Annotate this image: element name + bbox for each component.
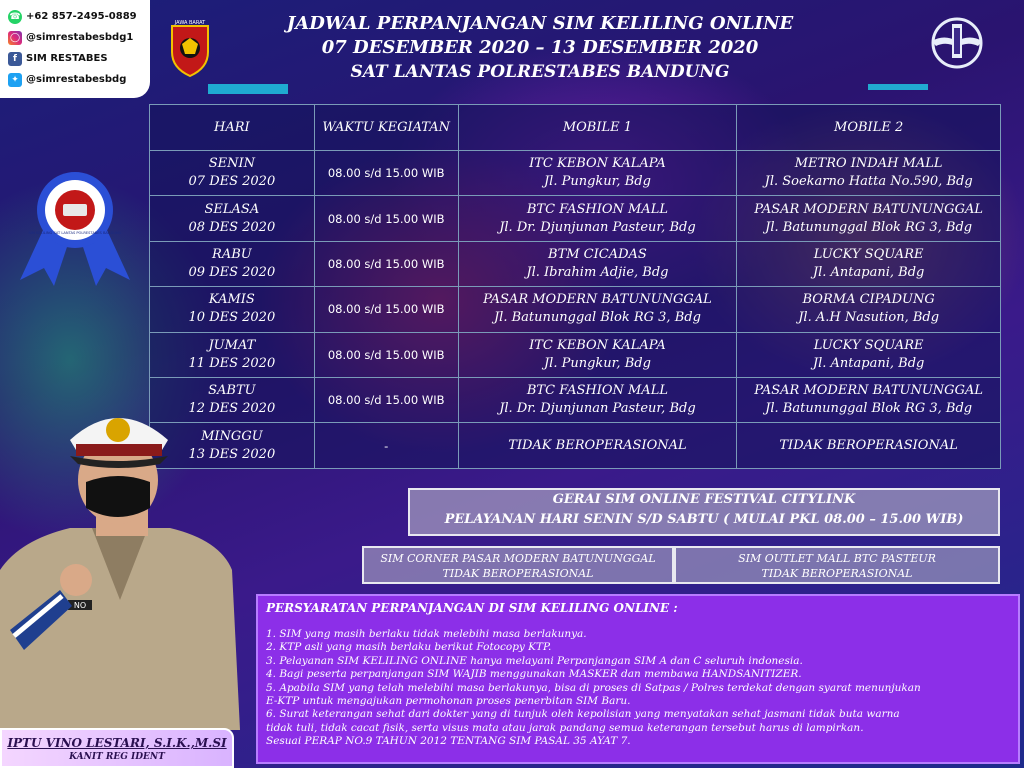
cell-time: 08.00 s/d 15.00 WIB [314, 196, 458, 241]
table-header-row [150, 105, 1001, 151]
sim-outlet-box [674, 546, 1000, 584]
cell-mobile-2 [737, 151, 1001, 196]
location-name: METRO INDAH MALL [794, 156, 943, 172]
badge-text: NO [73, 601, 87, 610]
sim-outlet-status: TIDAK BEROPERASIONAL [761, 567, 913, 580]
facebook-icon: f [8, 52, 22, 66]
table-row [150, 332, 1001, 377]
requirement-item: 4. Bagi peserta perpanjangan SIM WAJIB menggunakan MASKER dan membawa HANDSANITIZER. [266, 668, 802, 681]
location-address: Jl. Soekarno Hatta No.590, Bdg [764, 174, 973, 190]
location-address: Jl. Pungkur, Bdg [543, 355, 651, 371]
contact-instagram [8, 27, 142, 48]
cell-mobile-2 [737, 241, 1001, 286]
day-date: 09 DES 2020 [188, 264, 276, 280]
decor-bar [868, 84, 928, 90]
contact-facebook [8, 48, 142, 69]
header-unit: SAT LANTAS POLRESTABES BANDUNG [350, 62, 730, 82]
location-address: Jl. Dr. Djunjunan Pasteur, Bdg [499, 401, 696, 417]
requirement-item: 2. KTP asli yang masih berlaku berikut Fotocopy KTP. [266, 641, 552, 654]
requirement-item: 5. Apabila SIM yang telah melebihi masa berlakunya, bisa di proses di Satpas / Polres terdekat dengan syarat menunjukan [266, 681, 921, 694]
gerai-sim-box [408, 488, 1000, 536]
location-address: Jl. A.H Nasution, Bdg [798, 310, 940, 326]
cell-time: 08.00 s/d 15.00 WIB [314, 377, 458, 422]
requirement-item: 3. Pelayanan SIM KELILING ONLINE hanya melayani Perpanjangan SIM A dan C seluruh indonesia. [266, 654, 803, 667]
requirements-box [256, 594, 1020, 764]
cell-mobile-2 [737, 332, 1001, 377]
day-date: 08 DES 2020 [188, 219, 276, 235]
page-header [260, 12, 820, 84]
location-address: Jl. Antapani, Bdg [812, 355, 925, 371]
instagram-icon: ◯ [9, 32, 21, 43]
location-address: Jl. Antapani, Bdg [812, 264, 925, 280]
requirement-item: E-KTP untuk mengajukan permohonan proses penerbitan SIM Baru. [266, 695, 631, 708]
header-mobile-1: MOBILE 1 [458, 105, 737, 151]
location-name: PASAR MODERN BATUNUNGGAL [483, 292, 712, 308]
location-address: Jl. Dr. Djunjunan Pasteur, Bdg [499, 219, 696, 235]
officer-title: KANIT REG IDENT [69, 752, 165, 762]
cell-day [150, 151, 315, 196]
day-date: 11 DES 2020 [188, 355, 276, 371]
instagram-text: @simrestabesbdg1 [26, 32, 134, 43]
cell-mobile-1 [458, 377, 737, 422]
day-name: JUMAT [208, 337, 256, 353]
cell-mobile-2 [737, 377, 1001, 422]
header-mobile-2: MOBILE 2 [737, 105, 1001, 151]
location-address: Jl. Batununggal Blok RG 3, Bdg [765, 219, 973, 235]
requirement-item: 6. Surat keterangan sehat dari dokter yang di tunjuk oleh kepolisian yang menyatakan sehat jasmani tidak buta warna [266, 708, 900, 721]
requirement-item: Sesuai PERAP NO.9 TAHUN 2012 TENTANG SIM PASAL 35 AYAT 7. [266, 735, 631, 748]
cell-time: 08.00 s/d 15.00 WIB [314, 241, 458, 286]
location-address: Jl. Batununggal Blok RG 3, Bdg [493, 310, 701, 326]
location-name: ITC KEBON KALAPA [529, 337, 666, 353]
day-date: 13 DES 2020 [188, 446, 276, 462]
day-name: KAMIS [208, 292, 255, 308]
table-row [150, 287, 1001, 332]
location-name: BTM CICADAS [548, 246, 647, 262]
contact-phone [8, 6, 142, 27]
cell-mobile-2 [737, 287, 1001, 332]
day-date: 10 DES 2020 [188, 310, 276, 326]
police-logo-text: JAWA BARAT [174, 20, 206, 26]
cell-day [150, 241, 315, 286]
cell-mobile-1 [458, 287, 737, 332]
cell-mobile-1 [458, 151, 737, 196]
day-date: 12 DES 2020 [188, 401, 276, 417]
cell-day [150, 332, 315, 377]
location-name: BORMA CIPADUNG [802, 292, 935, 308]
sim-outlet-name: SIM OUTLET MALL BTC PASTEUR [738, 552, 936, 565]
location-name: TIDAK BEROPERASIONAL [779, 437, 958, 453]
sim-corner-status: TIDAK BEROPERASIONAL [442, 567, 594, 580]
table-row [150, 241, 1001, 286]
contact-twitter [8, 69, 142, 90]
location-name: BTC FASHION MALL [526, 383, 668, 399]
facebook-text: SIM RESTABES [26, 53, 108, 64]
cell-day [150, 287, 315, 332]
twitter-text: @simrestabesbdg [26, 74, 127, 85]
police-officer-image [0, 400, 240, 730]
gerai-title: GERAI SIM ONLINE FESTIVAL CITYLINK [552, 492, 856, 507]
cell-day [150, 196, 315, 241]
police-logo-icon [168, 18, 212, 78]
traffic-police-emblem-icon [928, 14, 986, 72]
decor-bar [208, 84, 288, 94]
header-hari: HARI [150, 105, 315, 151]
header-title: JADWAL PERPANJANGAN SIM KELILING ONLINE [286, 13, 794, 34]
day-name: MINGGU [201, 428, 263, 444]
location-address: Jl. Pungkur, Bdg [543, 174, 651, 190]
cell-time: 08.00 s/d 15.00 WIB [314, 287, 458, 332]
table-row [150, 423, 1001, 468]
officer-name-plate [0, 728, 234, 768]
table-row [150, 196, 1001, 241]
location-address: Jl. Ibrahim Adjie, Bdg [526, 264, 669, 280]
cell-mobile-1 [458, 196, 737, 241]
table-row [150, 377, 1001, 422]
day-name: SABTU [208, 383, 256, 399]
sim-corner-name: SIM CORNER PASAR MODERN BATUNUNGGAL [380, 552, 656, 565]
day-name: SENIN [208, 156, 256, 172]
sim-corner-box [362, 546, 674, 584]
cell-mobile-2 [737, 196, 1001, 241]
location-name: BTC FASHION MALL [526, 201, 668, 217]
cell-time: 08.00 s/d 15.00 WIB [314, 332, 458, 377]
requirement-item: 1. SIM yang masih berlaku tidak melebihi masa berlakunya. [266, 628, 587, 640]
requirements-title: PERSYARATAN PERPANJANGAN DI SIM KELILING ONLINE : [266, 601, 678, 615]
phone-text: +62 857-2495-0889 [26, 11, 137, 22]
location-name: TIDAK BEROPERASIONAL [508, 437, 687, 453]
cell-time: - [314, 423, 458, 468]
ribbon-text: SIM KELILING SAT LANTAS POLRESTABES BANDUNG [28, 231, 122, 235]
location-name: LUCKY SQUARE [813, 337, 924, 353]
table-row [150, 151, 1001, 196]
location-name: LUCKY SQUARE [813, 246, 924, 262]
cell-mobile-1 [458, 241, 737, 286]
location-name: ITC KEBON KALAPA [529, 156, 666, 172]
header-waktu: WAKTU KEGIATAN [314, 105, 458, 151]
cell-mobile-1 [458, 332, 737, 377]
officer-name: IPTU VINO LESTARI, S.I.K.,M.SI [7, 736, 227, 750]
location-name: PASAR MODERN BATUNUNGGAL [754, 383, 983, 399]
cell-time: 08.00 s/d 15.00 WIB [314, 151, 458, 196]
location-name: PASAR MODERN BATUNUNGGAL [754, 201, 983, 217]
day-name: RABU [212, 246, 252, 262]
sim-keliling-ribbon-icon [14, 168, 136, 288]
cell-mobile-2 [737, 423, 1001, 468]
schedule-table [149, 104, 1001, 469]
requirement-item: tidak tuli, tidak cacat fisik, serta visus mata atau jarak pandang semua keterangan tersebut harus di lampirkan. [266, 721, 864, 734]
gerai-hours: PELAYANAN HARI SENIN S/D SABTU ( MULAI PKL 08.00 – 15.00 WIB) [444, 512, 964, 527]
day-date: 07 DES 2020 [188, 174, 276, 190]
cell-mobile-1 [458, 423, 737, 468]
twitter-icon: ✦ [8, 73, 22, 87]
whatsapp-icon: ☎ [9, 11, 21, 22]
contact-box [0, 0, 150, 98]
day-name: SELASA [204, 201, 260, 217]
header-date-range: 07 DESEMBER 2020 – 13 DESEMBER 2020 [321, 37, 759, 58]
location-address: Jl. Batununggal Blok RG 3, Bdg [765, 401, 973, 417]
